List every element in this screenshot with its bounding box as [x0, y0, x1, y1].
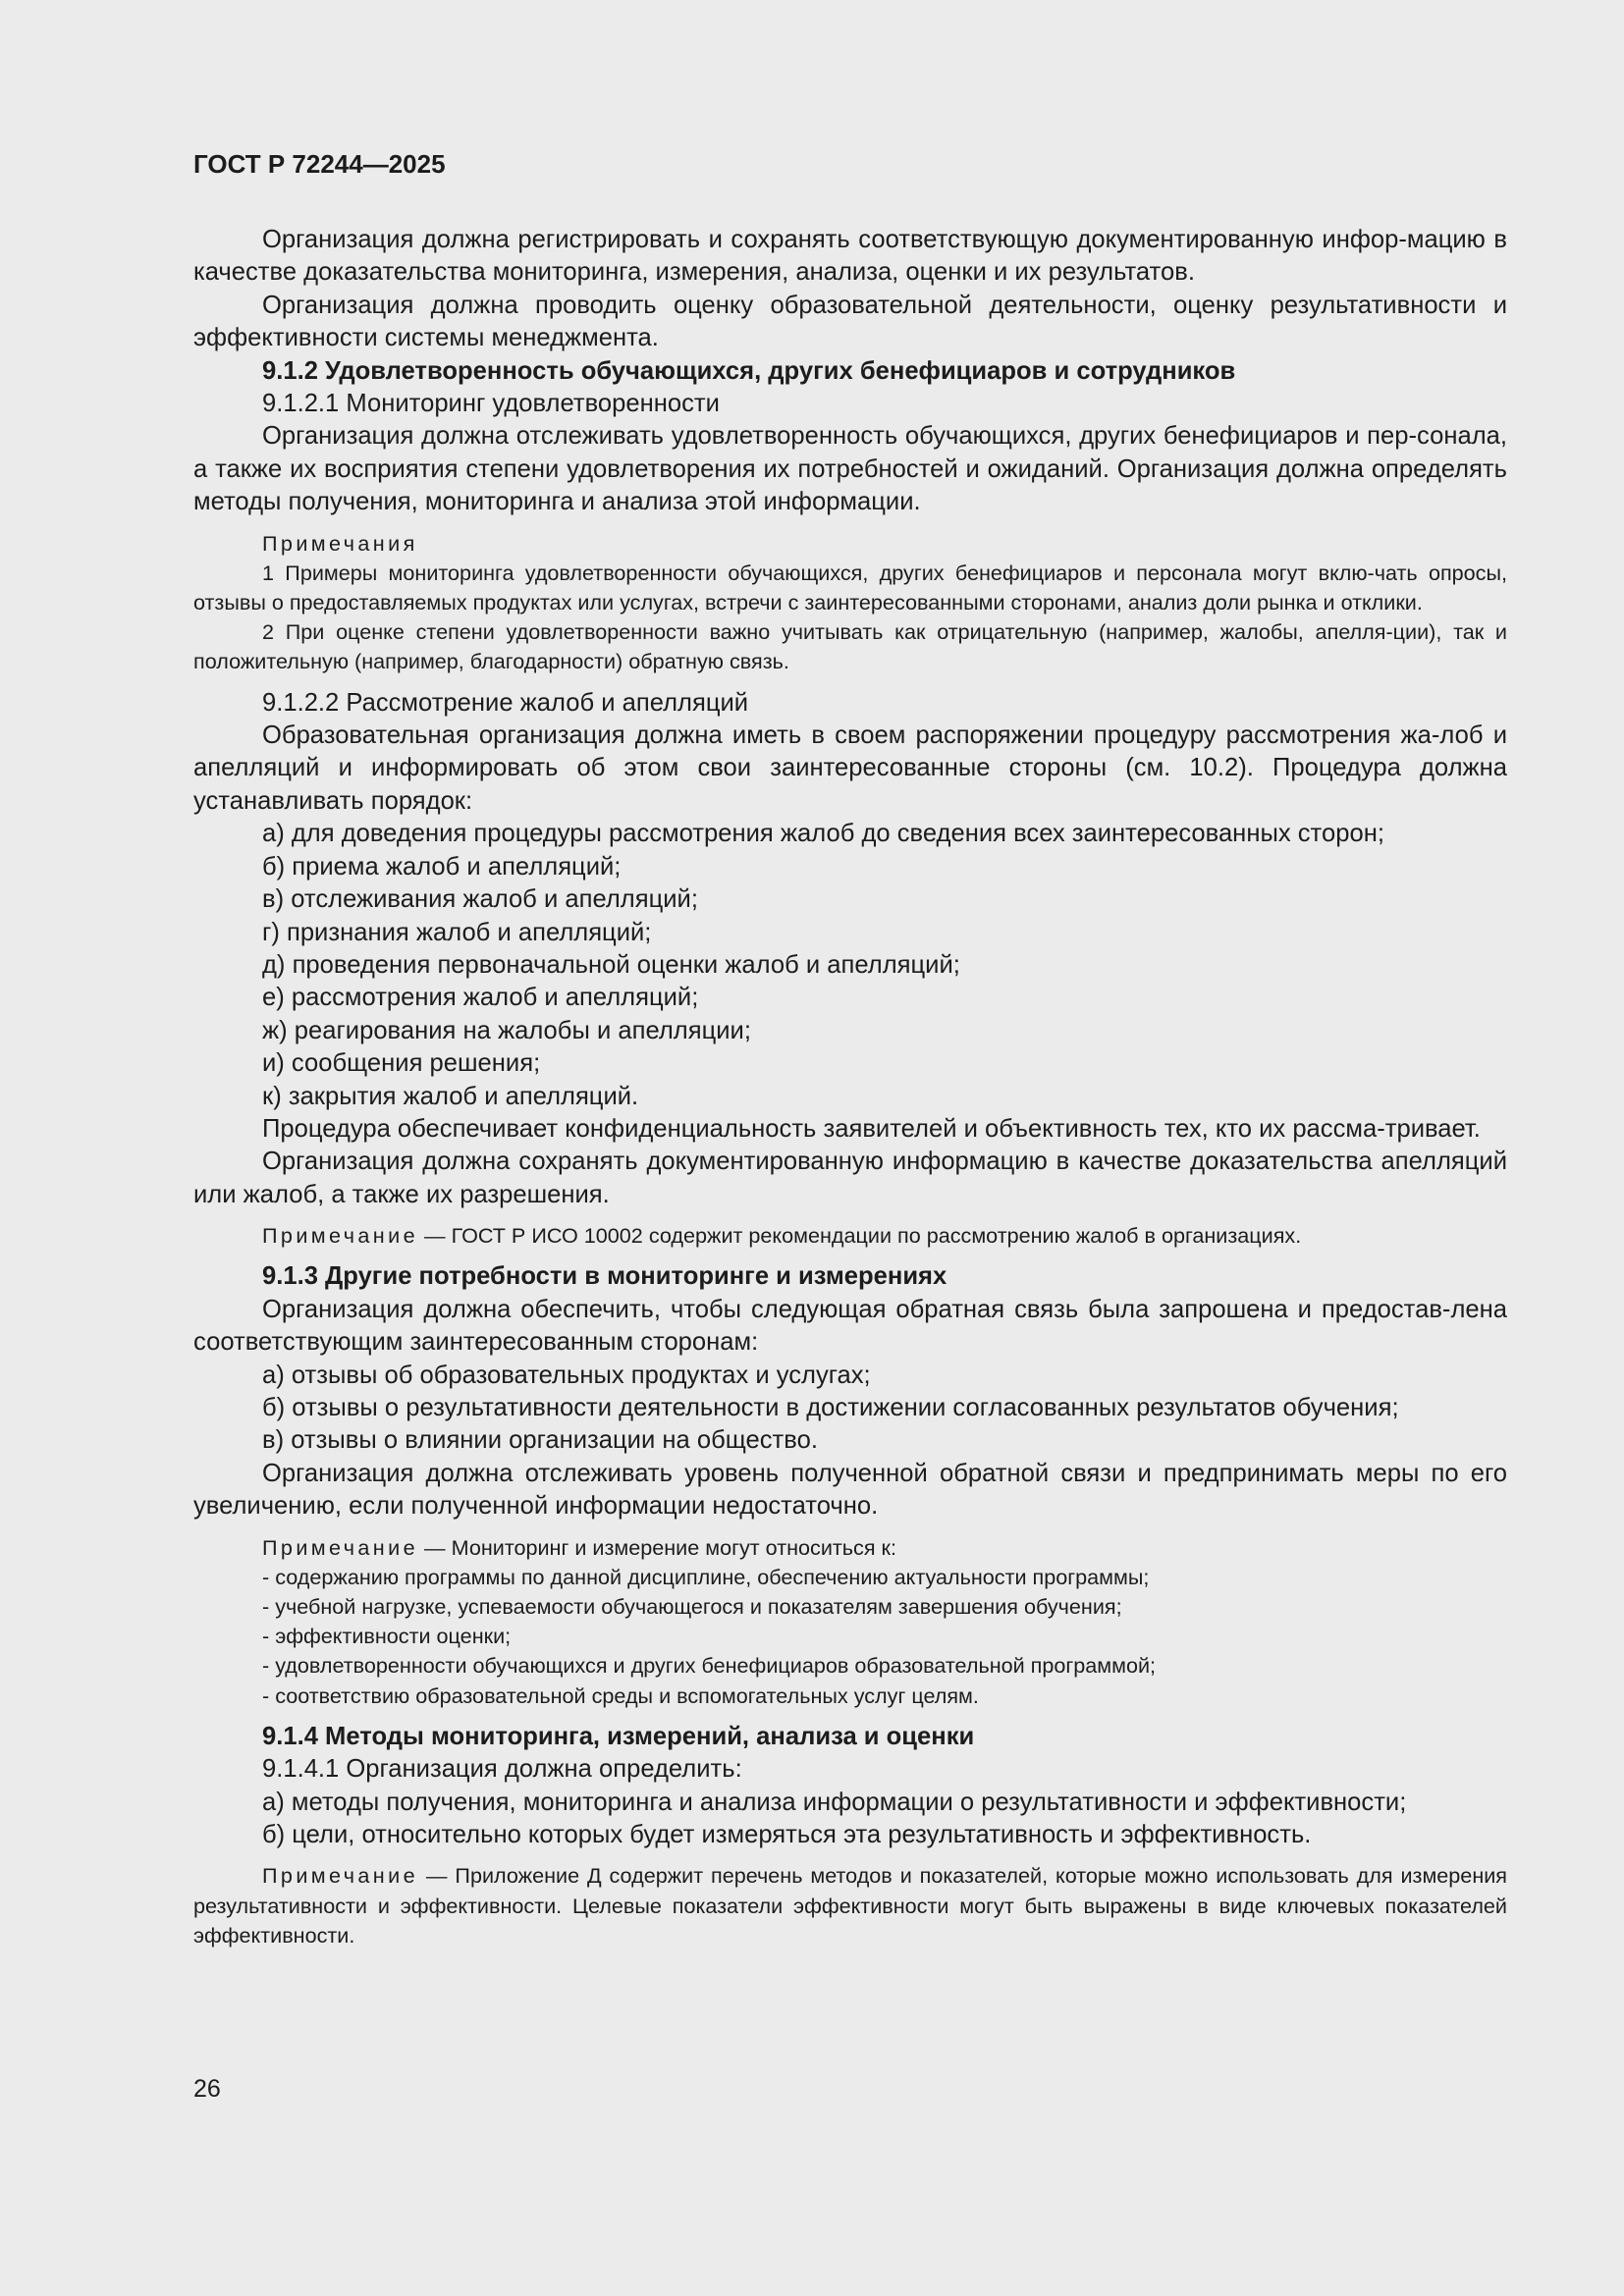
note-label: Примечание — [262, 1223, 418, 1249]
list-item: к) закрытия жалоб и апелляций. — [262, 1082, 639, 1110]
paragraph: Организация должна обеспечить, чтобы следующая обратная связь была запрошена и предостав-лена соответствующим заинтересованным сторонам: — [193, 1295, 1507, 1357]
note-list-item: - содержанию программы по данной дисциплине, обеспечению актуальности программы; — [262, 1564, 1150, 1589]
subsection-heading-9-1-2-1: 9.1.2.1 Мониторинг удовлетворенности — [262, 390, 720, 418]
paragraph: Организация должна отслеживать удовлетворенность обучающихся, других бенефициаров и пер-сонала, а также их восприятия степени удовлетворения их потребностей и ожиданий. Организация должна определять методы получения, мониторинга и анализа этой информации. — [193, 422, 1507, 516]
list-item: а) для доведения процедуры рассмотрения жалоб до сведения всех заинтересованных сторон; — [262, 820, 1384, 848]
page-content — [193, 224, 1507, 1950]
note-list-item: - учебной нагрузке, успеваемости обучающегося и показателям завершения обучения; — [262, 1594, 1122, 1620]
note-list-item: - соответствию образовательной среды и вспомогательных услуг целям. — [262, 1682, 979, 1708]
list-item: г) признания жалоб и апелляций; — [262, 918, 652, 946]
note-text: — Приложение Д содержит перечень методов и показателей, которые можно использовать для измерения результативности и эффективности. Целевые показатели эффективности могут быть выражены в виде ключевых показателей эффективности. — [193, 1863, 1507, 1948]
list-item: б) приема жалоб и апелляций; — [262, 852, 622, 881]
list-item: б) цели, относительно которых будет измеряться эта результативность и эффективность. — [262, 1821, 1312, 1849]
notes-label: Примечания — [262, 530, 418, 556]
paragraph: Процедура обеспечивает конфиденциальность заявителей и объективность тех, кто их рассма-тривает. — [262, 1114, 1481, 1143]
section-heading-9-1-4: 9.1.4 Методы мониторинга, измерений, анализа и оценки — [262, 1722, 975, 1750]
note-text: — Мониторинг и измерение могут относиться к: — [418, 1534, 896, 1560]
note-text: — ГОСТ Р ИСО 10002 содержит рекомендации по рассмотрению жалоб в организациях. — [418, 1223, 1302, 1249]
list-item: и) сообщения решения; — [262, 1049, 541, 1078]
subsection-heading-9-1-4-1: 9.1.4.1 Организация должна определить: — [262, 1755, 742, 1784]
section-heading-9-1-3: 9.1.3 Другие потребности в мониторинге и измерениях — [262, 1262, 947, 1291]
note-label: Примечание — [262, 1534, 418, 1560]
list-item: в) отслеживания жалоб и апелляций; — [262, 885, 698, 914]
note-item: 1 Примеры мониторинга удовлетворенности обучающихся, других бенефициаров и персонала могут вклю-чать опросы, отзывы о предоставляемых продуктах или услугах, встречи с заинтересованными сторонами, анализ доли рынка и отклики. — [193, 560, 1507, 615]
note-label: Примечание — [262, 1863, 418, 1889]
paragraph: Организация должна отслеживать уровень полученной обратной связи и предпринимать меры по его увеличению, если полученной информации недостаточно. — [193, 1459, 1507, 1521]
note — [193, 1221, 1507, 1251]
list-item: а) отзывы об образовательных продуктах и услугах; — [262, 1361, 871, 1389]
list-item: д) проведения первоначальной оценки жалоб и апелляций; — [262, 950, 960, 979]
section-heading-9-1-2: 9.1.2 Удовлетворенность обучающихся, других бенефициаров и сотрудников — [262, 356, 1236, 385]
note-list-item: - эффективности оценки; — [262, 1624, 512, 1649]
note-item: 2 При оценке степени удовлетворенности важно учитывать как отрицательную (например, жалобы, апелля-ции), так и положительную (например, благодарности) обратную связь. — [193, 619, 1507, 674]
note — [193, 1533, 1507, 1563]
list-item: б) отзывы о результативности деятельности в достижении согласованных результатов обучения; — [262, 1394, 1399, 1421]
paragraph: Организация должна сохранять документированную информацию в качестве доказательства апелляций или жалоб, а также их разрешения. — [193, 1148, 1507, 1208]
list-item: ж) реагирования на жалобы и апелляции; — [262, 1016, 751, 1044]
paragraph: Организация должна проводить оценку образовательной деятельности, оценку результативности и эффективности системы менеджмента. — [193, 291, 1507, 352]
note — [193, 1861, 1507, 1950]
list-item: а) методы получения, мониторинга и анализа информации о результативности и эффективности; — [262, 1788, 1407, 1816]
list-item: в) отзывы о влиянии организации на общество. — [262, 1426, 818, 1455]
list-item: е) рассмотрения жалоб и апелляций; — [262, 984, 699, 1012]
subsection-heading-9-1-2-2: 9.1.2.2 Рассмотрение жалоб и апелляций — [262, 688, 749, 717]
page-number: 26 — [193, 2075, 221, 2103]
note-list-item: - удовлетворенности обучающихся и других бенефициаров образовательной программой; — [262, 1653, 1157, 1679]
document-code: ГОСТ Р 72244—2025 — [193, 149, 446, 179]
paragraph: Образовательная организация должна иметь в своем распоряжении процедуру рассмотрения жа-лоб и апелляций и информировать об этом свои заинтересованные стороны (см. 10.2). Процедура должна устанавливать порядок: — [193, 721, 1507, 815]
paragraph: Организация должна регистрировать и сохранять соответствующую документированную инфор-мацию в качестве доказательства мониторинга, измерения, анализа, оценки и их результатов. — [193, 226, 1507, 287]
